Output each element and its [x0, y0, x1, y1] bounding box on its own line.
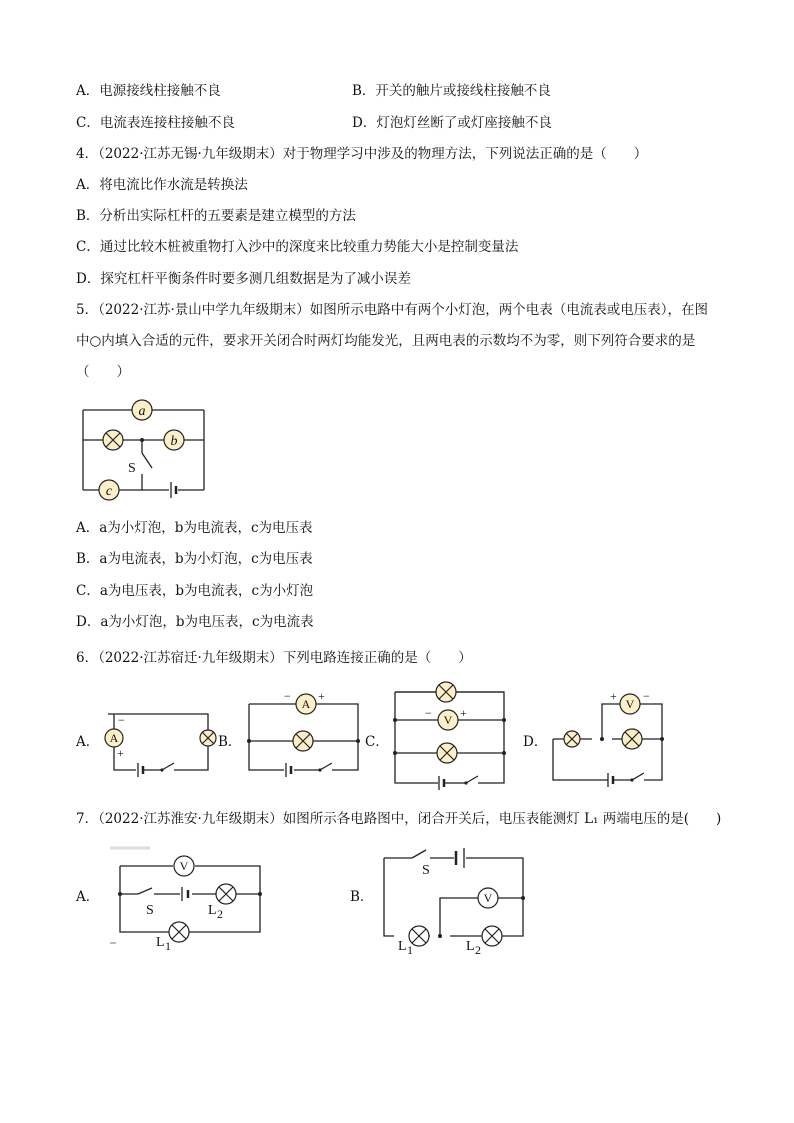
svg-text:+: + [610, 689, 617, 703]
q6-figure-c [392, 678, 512, 790]
svg-text:V: V [443, 713, 453, 727]
svg-text:−: − [643, 689, 650, 703]
svg-text:A: A [109, 731, 119, 745]
q5-option-b: B．a为电流表，b为小灯泡，c为电压表 [76, 551, 313, 567]
svg-text:L: L [208, 903, 217, 918]
q6d-switch-icon [632, 773, 644, 780]
q5-option-a: A．a为小灯泡，b为电流表，c为电压表 [76, 520, 313, 536]
q6-figure-b [246, 688, 366, 783]
svg-text:S: S [422, 863, 430, 878]
svg-text:2: 2 [217, 907, 223, 921]
svg-text:L: L [466, 939, 475, 954]
q5-stem-line2: 中○内填入合适的元件，要求开关闭合时两灯均能发光，且两电表的示数均不为零，则下列符合要求的是 [76, 333, 696, 349]
q5-option-d: D．a为小灯泡，b为电压表，c为电流表 [76, 614, 314, 630]
q6b-switch-icon [320, 763, 332, 770]
q7-figure-b [378, 840, 538, 958]
q6a-switch-icon [162, 763, 174, 770]
q5-switch-label: S [128, 461, 136, 476]
q6-stem: 6．（2022·江苏宿迁·九年级期末）下列电路连接正确的是（ ） [76, 650, 472, 666]
svg-text:+: + [460, 706, 467, 720]
q5-stem-line3: （ ） [76, 364, 130, 380]
q3-option-c: C．电流表连接柱接触不良 [76, 115, 235, 131]
svg-text:1: 1 [407, 943, 413, 957]
q7-figure-a [110, 846, 270, 956]
q7-stem: 7．（2022·江苏淮安·九年级期末）如图所示各电路图中，闭合开关后，电压表能测灯 L₁ 两端电压的是( ) [76, 811, 722, 827]
q5-option-c: C．a为电压表，b为电流表，c为小灯泡 [76, 583, 314, 599]
svg-text:L: L [156, 935, 165, 950]
q4-option-b: B．分析出实际杠杆的五要素是建立模型的方法 [76, 208, 356, 224]
q6-label-c: C． [365, 734, 389, 750]
q5-label-b: b [170, 434, 178, 449]
svg-text:1: 1 [165, 939, 171, 953]
svg-text:V: V [483, 891, 493, 905]
svg-text:−: − [425, 706, 432, 720]
q3-option-a: A．电源接线柱接触不良 [76, 83, 221, 99]
q5-label-c: c [105, 484, 113, 499]
q3-option-b: B．开关的触片或接线柱接触不良 [352, 83, 551, 99]
svg-text:+: + [318, 689, 325, 703]
q3-option-d: D．灯泡灯丝断了或灯座接触不良 [352, 115, 552, 131]
q7-label-a: A． [76, 889, 100, 905]
q6-label-b: B． [218, 734, 242, 750]
q4-option-d: D．探究杠杆平衡条件时要多测几组数据是为了减小误差 [76, 271, 411, 287]
q5-label-a: a [138, 404, 146, 419]
q6-label-a: A． [76, 734, 100, 750]
q6-figure-d [550, 688, 670, 783]
q4-option-a: A．将电流比作水流是转换法 [76, 177, 248, 193]
q4-stem: 4．（2022·江苏无锡·九年级期末）对于物理学习中涉及的物理方法，下列说法正确的是（ ） [76, 146, 648, 162]
svg-text:V: V [625, 697, 635, 711]
svg-text:L: L [398, 939, 407, 954]
svg-text:A: A [301, 697, 311, 711]
svg-text:+: + [117, 746, 124, 760]
svg-text:S: S [146, 903, 154, 918]
q4-option-c: C．通过比较木桩被重物打入沙中的深度来比较重力势能大小是控制变量法 [76, 239, 519, 255]
q5-stem-line1: 5．（2022·江苏·景山中学九年级期末）如图所示电路中有两个小灯泡，两个电表（电流表或电压表），在图 [76, 302, 709, 318]
svg-text:−: − [118, 713, 125, 727]
svg-text:V: V [179, 859, 189, 873]
q6-figure-a [100, 700, 220, 780]
q6c-switch-icon [466, 776, 478, 783]
q5-circuit-figure [80, 398, 210, 498]
q6-label-d: D． [523, 734, 548, 750]
q7-label-b: B． [350, 889, 374, 905]
svg-text:−: − [284, 689, 291, 703]
svg-text:2: 2 [475, 943, 481, 957]
